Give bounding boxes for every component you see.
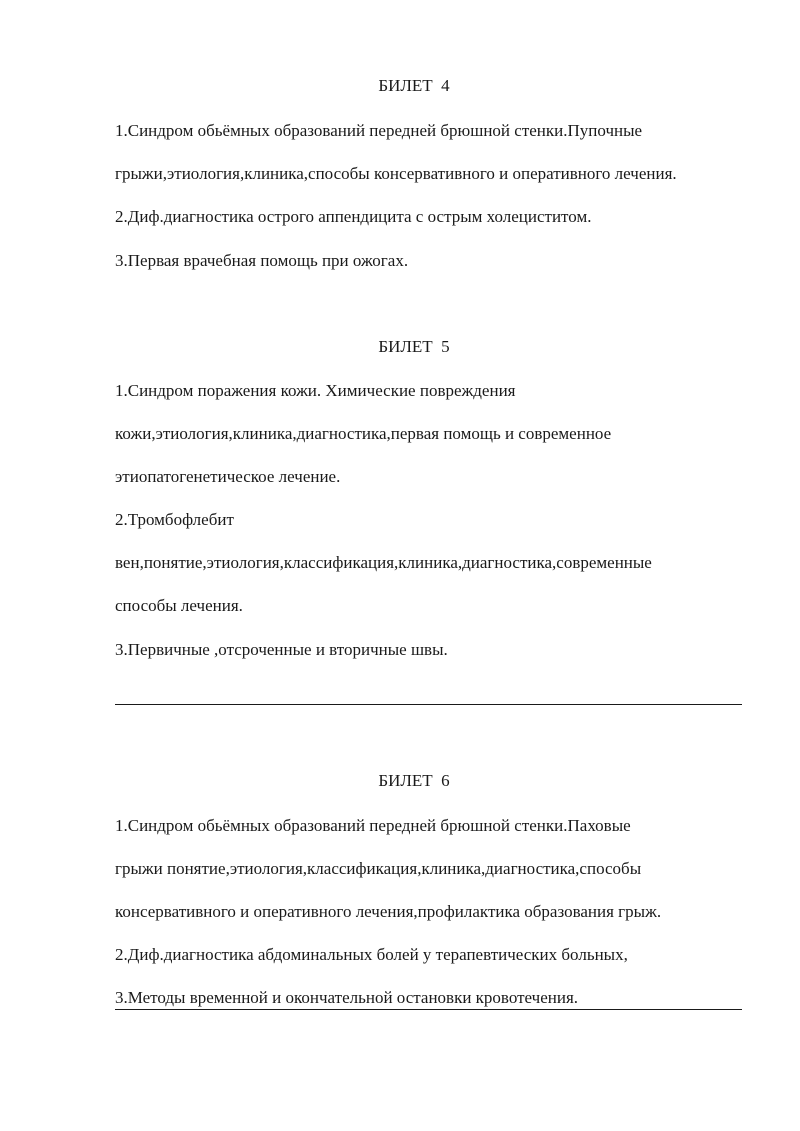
ticket-5-line-5: вен,понятие,этиология,классификация,клиника,диагностика,современные bbox=[115, 553, 652, 572]
ticket-6-line-2: грыжи понятие,этиология,классификация,клиника,диагностика,способы bbox=[115, 859, 642, 878]
ticket-6-title: БИЛЕТ 6 bbox=[378, 771, 450, 790]
ticket-5-line-2: кожи,этиология,клиника,диагностика,первая помощь и современное bbox=[115, 424, 612, 443]
ticket-5-line-7: 3.Первичные ,отсроченные и вторичные швы. bbox=[115, 640, 448, 659]
ticket-4-line-4: 3.Первая врачебная помощь при ожогах. bbox=[115, 251, 409, 270]
ticket-4-line-2: грыжи,этиология,клиника,способы консервативного и оперативного лечения. bbox=[115, 164, 677, 183]
ticket-5-line-3: этиопатогенетическое лечение. bbox=[115, 467, 341, 486]
ticket-4-line-3: 2.Диф.диагностика острого аппендицита с острым холециститом. bbox=[115, 207, 592, 226]
ticket-4-title: БИЛЕТ 4 bbox=[378, 76, 450, 95]
ticket-5-line-1: 1.Синдром поражения кожи. Химические повреждения bbox=[115, 381, 516, 400]
ticket-5-line-4: 2.Тромбофлебит bbox=[115, 510, 234, 529]
ticket-6-line-5: 3.Методы временной и окончательной остановки кровотечения. bbox=[115, 988, 579, 1007]
ticket-4-line-1: 1.Синдром обьёмных образований передней брюшной стенки.Пупочные bbox=[115, 121, 643, 140]
ticket-6-line-3: консервативного и оперативного лечения,профилактика образования грыж. bbox=[115, 902, 662, 921]
ticket-6-line-4: 2.Диф.диагностика абдоминальных болей у терапевтических больных, bbox=[115, 945, 628, 964]
ticket-6-line-1: 1.Синдром обьёмных образований передней брюшной стенки.Паховые bbox=[115, 816, 631, 835]
ticket-5-line-6: способы лечения. bbox=[115, 596, 243, 615]
ticket-5-title: БИЛЕТ 5 bbox=[378, 337, 450, 356]
divider-rule bbox=[115, 704, 742, 705]
bottom-rule bbox=[115, 1009, 742, 1010]
